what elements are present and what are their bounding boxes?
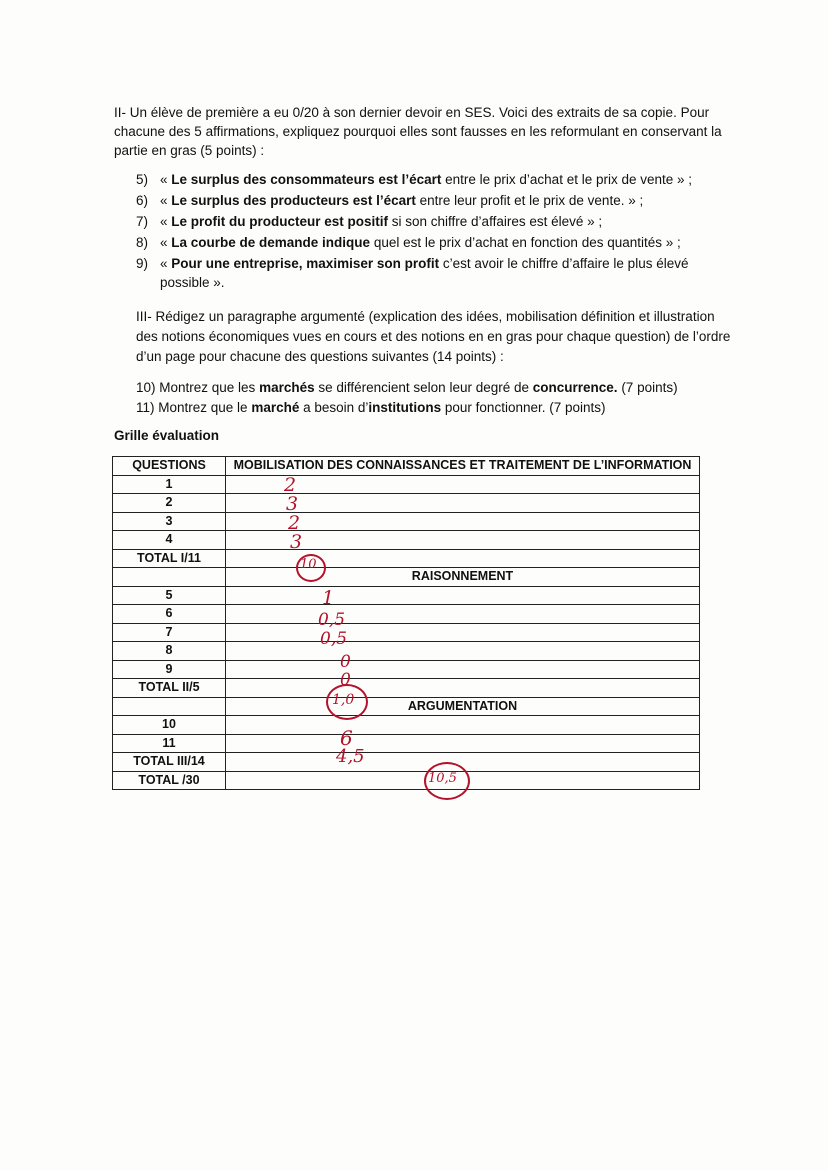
part2-intro-line3: partie en gras (5 points) : [114,143,265,158]
grid-title: Grille évaluation [114,428,220,443]
part3-intro-line2: des notions économiques vues en cours et des notions en en gras pour chaque question) de l’ordre [136,329,731,344]
statement-list [136,170,706,294]
statement-8: 8) « La courbe de demande indique quel est le prix d’achat en fonction des quantités » ; [136,235,681,250]
grade-q11: 4,5 [336,746,365,767]
table-row: 6 [113,605,700,624]
table-row: TOTAL /30 [113,771,700,790]
table-row: 5 [113,586,700,605]
table-row: TOTAL I/11 [113,549,700,568]
grade-q4: 3 [290,531,303,553]
table-row: 4 [113,531,700,550]
grade-q8: 0 [340,652,351,672]
table-row: 9 [113,660,700,679]
table-row: 1 [113,475,700,494]
table-row [113,457,700,476]
grade-total3: 10,5 [428,771,457,786]
grade-total1: 10 [300,557,317,572]
table-row: TOTAL III/14 [113,753,700,772]
table-row [113,697,700,716]
table-row: 11 [113,734,700,753]
statement-7: 7) « Le profit du producteur est positif si son chiffre d’affaires est élevé » ; [136,214,603,229]
evaluation-grid [112,456,700,790]
grade-q1: 2 [284,474,297,496]
statement-6: 6) « Le surplus des producteurs est l’écart entre leur profit et le prix de vente. » ; [136,193,644,208]
grade-q5: 1 [322,587,335,609]
statement-5: 5) « Le surplus des consommateurs est l’écart entre le prix d’achat et le prix de vente » ; [136,172,693,187]
question-11: 11) Montrez que le marché a besoin d’institutions pour fonctionner. (7 points) [136,400,606,415]
table-row [113,568,700,587]
table-row: 3 [113,512,700,531]
section-header-argumentation: ARGUMENTATION [226,697,700,716]
table-row: 7 [113,623,700,642]
grade-total2: 1,0 [332,692,355,708]
table-row: TOTAL II/5 [113,679,700,698]
statement-9: 9) « Pour une entreprise, maximiser son profit c’est avoir le chiffre d’affaire le plus élevé possible ». [136,256,689,290]
col-header-questions: QUESTIONS [113,457,226,476]
grade-q10: 6 [340,726,353,750]
col-header-mobilisation: MOBILISATION DES CONNAISSANCES ET TRAITEMENT DE L’INFORMATION [226,457,700,476]
grade-q2: 3 [286,493,299,515]
part2-intro-line2: chacune des 5 affirmations, expliquez pourquoi elles sont fausses en les reformulant en conservant la [114,124,722,139]
section-header-raisonnement: RAISONNEMENT [226,568,700,587]
part3-intro-line3: d’un page pour chacune des questions suivantes (14 points) : [136,349,504,364]
grade-q3: 2 [288,512,301,534]
table-row: 10 [113,716,700,735]
table-row: 2 [113,494,700,513]
grade-q7: 0,5 [320,629,348,649]
grade-q9: 0 [340,670,351,690]
table-row: 8 [113,642,700,661]
question-10: 10) Montrez que les marchés se différencient selon leur degré de concurrence. (7 points) [136,380,678,395]
part3-intro-line1: III- Rédigez un paragraphe argumenté (explication des idées, mobilisation définition et illustration [136,309,715,324]
grade-q6: 0,5 [318,610,346,630]
part2-intro-line1: II- Un élève de première a eu 0/20 à son dernier devoir en SES. Voici des extraits de sa copie. Pour [114,105,710,120]
